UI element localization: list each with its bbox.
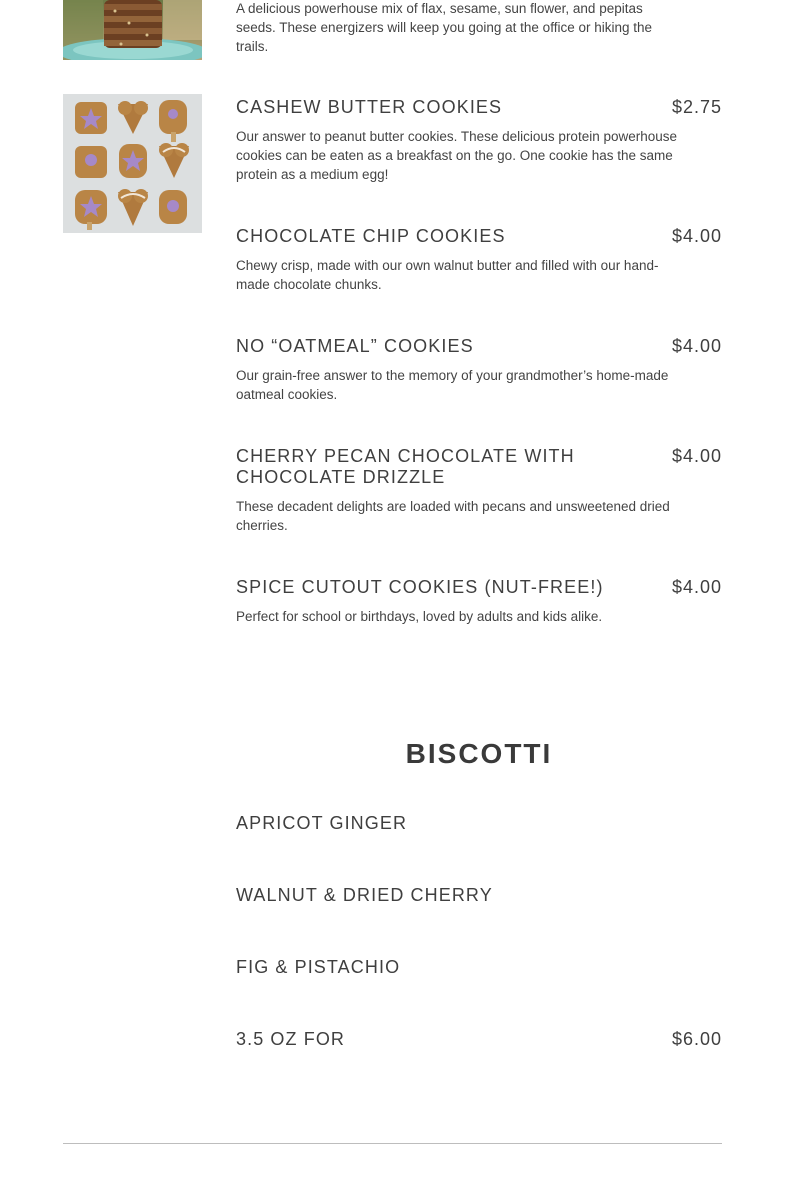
item-description: Chewy crisp, made with our own walnut butter and filled with our hand-made chocolate chunks. (236, 258, 659, 292)
menu-item-chocolate-chip (236, 226, 722, 294)
item-name: CHOCOLATE CHIP COOKIES (236, 226, 506, 246)
biscotti-item-fig-pistachio (236, 957, 722, 978)
footer-divider (63, 1143, 722, 1144)
item-name: 3.5 OZ FOR (236, 1029, 346, 1049)
item-description: Our grain-free answer to the memory of your grandmother’s home-made oatmeal cookies. (236, 368, 669, 402)
item-name: SPICE CUTOUT COOKIES (NUT-FREE!) (236, 577, 604, 597)
menu-item-no-oatmeal (236, 336, 722, 404)
menu-item-cherry-pecan (236, 446, 722, 535)
item-name: CHERRY PECAN CHOCOLATE WITH CHOCOLATE DRIZZLE (236, 446, 575, 487)
section-title-biscotti: BISCOTTI (405, 738, 553, 769)
item-price: $4.00 (671, 577, 722, 597)
item-description: Perfect for school or birthdays, loved by adults and kids alike. (236, 609, 603, 624)
item-name: FIG & PISTACHIO (236, 957, 401, 977)
item-description: These decadent delights are loaded with pecans and unsweetened dried cherries. (236, 499, 670, 533)
item-price: $4.00 (671, 336, 722, 356)
top-item-description: A delicious powerhouse mix of flax, sesame, sun flower, and pepitas seeds. These energizers will keep you going at the office or hiking the trails. (236, 1, 653, 54)
item-name: NO “OATMEAL” COOKIES (236, 336, 474, 356)
biscotti-item-price (236, 1029, 722, 1050)
item-name: CASHEW BUTTER COOKIES (236, 97, 503, 117)
biscotti-item-walnut-cherry (236, 885, 722, 906)
item-description: Our answer to peanut butter cookies. These delicious protein powerhouse cookies can be eaten as a breakfast on the go. One cookie has the same protein as a medium egg! (236, 129, 678, 182)
seed-cookie-stack-image (63, 0, 202, 60)
item-name: APRICOT GINGER (236, 813, 408, 833)
biscotti-item-apricot-ginger (236, 813, 722, 834)
item-price: $4.00 (671, 446, 722, 466)
item-name: WALNUT & DRIED CHERRY (236, 885, 493, 905)
menu-item-cashew-butter (236, 97, 722, 184)
menu-item-spice-cutout (236, 577, 722, 626)
item-price: $6.00 (671, 1029, 722, 1049)
item-price: $4.00 (671, 226, 722, 246)
item-price: $2.75 (671, 97, 722, 117)
decorated-cookies-image (63, 94, 202, 233)
